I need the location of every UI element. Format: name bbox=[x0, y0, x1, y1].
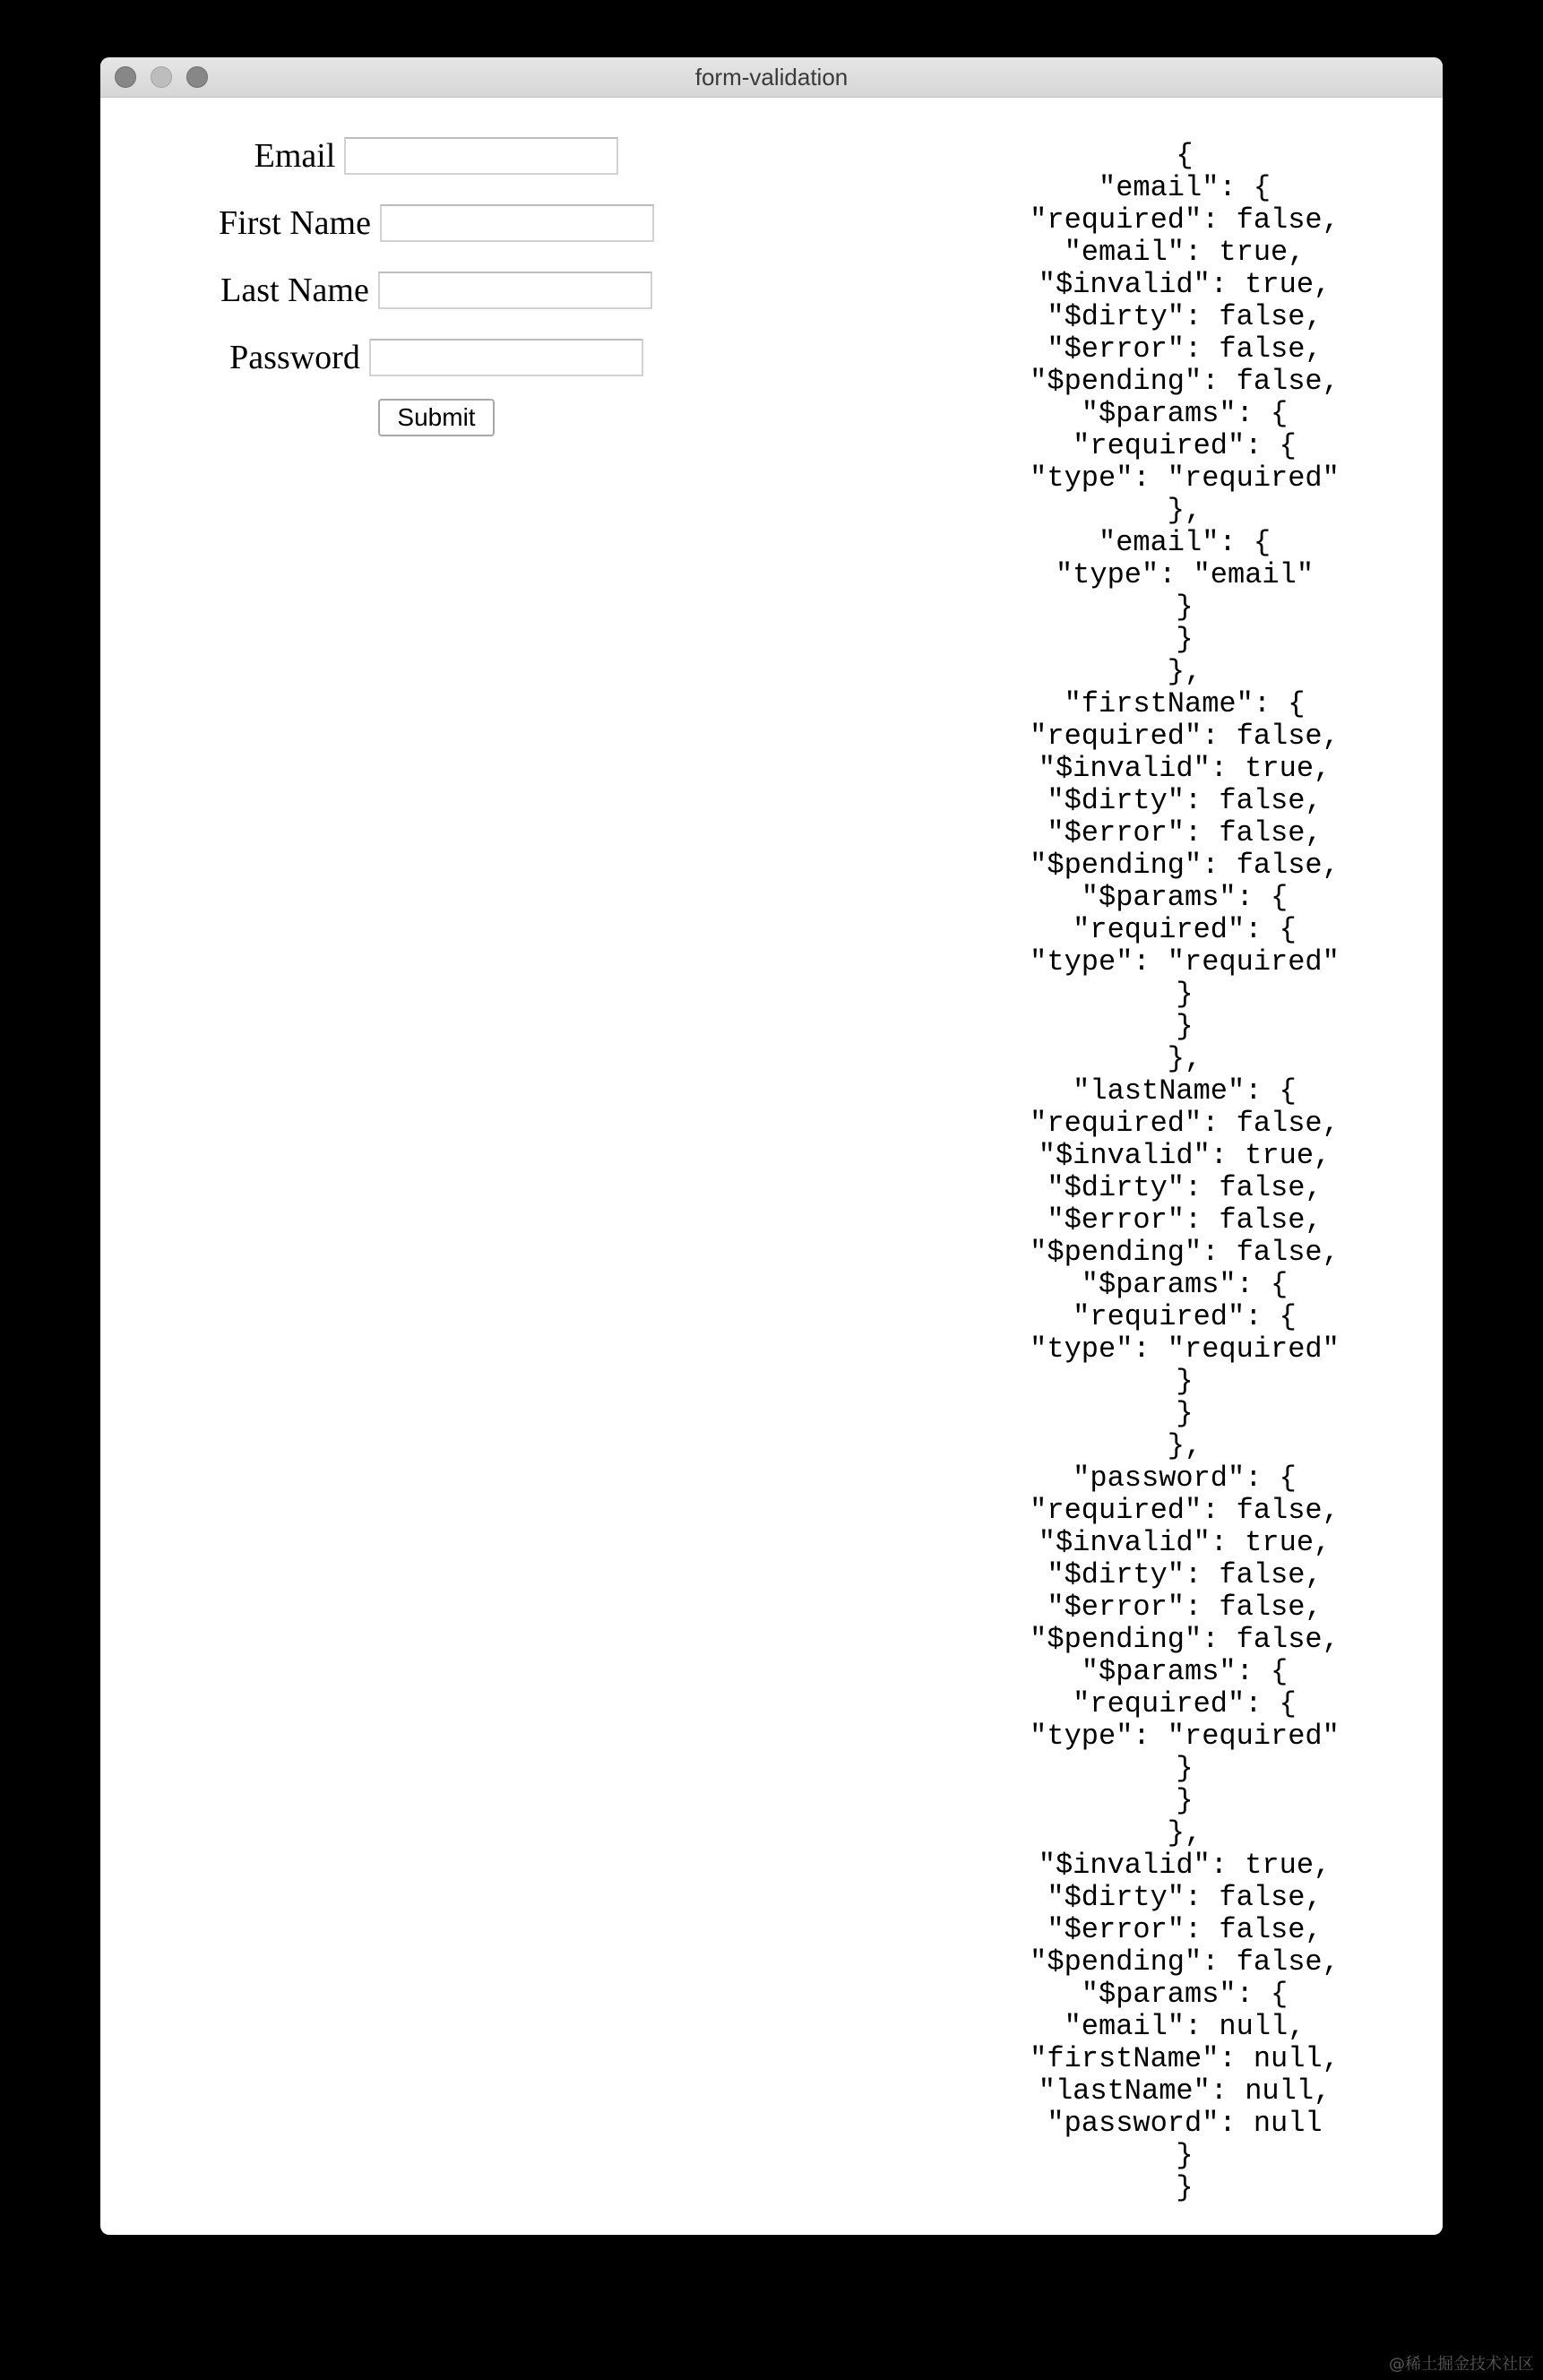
page-content bbox=[100, 97, 1443, 2235]
output-line: } bbox=[1176, 1365, 1194, 1398]
browser-window bbox=[100, 57, 1443, 2235]
output-line: } bbox=[1176, 1752, 1194, 1785]
output-line: "$invalid": true, bbox=[1038, 268, 1332, 301]
last-name-input[interactable] bbox=[378, 272, 652, 309]
output-line: } bbox=[1176, 2171, 1194, 2204]
output-line: }, bbox=[1167, 655, 1203, 688]
output-line: "type": "required" bbox=[1030, 1720, 1340, 1753]
output-line: "$error": false, bbox=[1047, 1203, 1323, 1237]
output-line: "type": "required" bbox=[1030, 1332, 1340, 1366]
password-input[interactable] bbox=[369, 339, 643, 376]
output-line: "email": null, bbox=[1064, 2010, 1306, 2043]
output-line: "required": { bbox=[1073, 1687, 1297, 1720]
output-line: "$dirty": false, bbox=[1047, 1558, 1323, 1591]
watermark: @稀土掘金技术社区 bbox=[1389, 2355, 1534, 2374]
output-line: "$dirty": false, bbox=[1047, 784, 1323, 817]
validation-state-output bbox=[817, 140, 1443, 2204]
signup-form bbox=[100, 122, 772, 444]
output-line: "required": false, bbox=[1030, 1494, 1340, 1527]
output-line: "$pending": false, bbox=[1030, 365, 1340, 398]
output-line: "$invalid": true, bbox=[1038, 1139, 1332, 1172]
output-line: } bbox=[1176, 1397, 1194, 1430]
output-line: } bbox=[1176, 978, 1194, 1011]
output-line: "$dirty": false, bbox=[1047, 1171, 1323, 1204]
output-line: }, bbox=[1167, 1816, 1203, 1850]
output-line: } bbox=[1176, 1784, 1194, 1817]
output-line: { bbox=[1176, 139, 1194, 172]
title-bar[interactable] bbox=[100, 57, 1443, 98]
output-line: "$params": { bbox=[1081, 1978, 1289, 2011]
output-line: "$invalid": true, bbox=[1038, 1526, 1332, 1559]
output-line: "email": true, bbox=[1064, 236, 1306, 269]
output-line: "firstName": null, bbox=[1030, 2042, 1340, 2075]
output-line: "$error": false, bbox=[1047, 332, 1323, 366]
last-name-row bbox=[100, 256, 772, 323]
output-line: "required": { bbox=[1073, 1300, 1297, 1333]
output-line: "$invalid": true, bbox=[1038, 752, 1332, 785]
output-line: "type": "email" bbox=[1055, 558, 1315, 591]
output-line: "$invalid": true, bbox=[1038, 1849, 1332, 1882]
output-line: "password": null bbox=[1047, 2107, 1323, 2140]
first-name-row bbox=[100, 189, 772, 256]
output-line: "$params": { bbox=[1081, 1655, 1289, 1688]
output-line: "type": "required" bbox=[1030, 945, 1340, 979]
output-line: "required": { bbox=[1073, 913, 1297, 946]
output-line: "required": false, bbox=[1030, 203, 1340, 237]
email-input[interactable] bbox=[344, 137, 618, 175]
output-line: "type": "required" bbox=[1030, 461, 1340, 495]
output-line: "$pending": false, bbox=[1030, 1623, 1340, 1656]
output-line: "$pending": false, bbox=[1030, 1236, 1340, 1269]
password-label: Password bbox=[229, 338, 360, 376]
output-line: } bbox=[1176, 591, 1194, 624]
output-line: "password": { bbox=[1073, 1462, 1297, 1495]
output-line: "email": { bbox=[1098, 171, 1271, 204]
output-line: "lastName": null, bbox=[1038, 2074, 1332, 2108]
output-line: "$error": false, bbox=[1047, 1591, 1323, 1624]
output-line: "$params": { bbox=[1081, 1268, 1289, 1301]
submit-row bbox=[100, 391, 772, 444]
first-name-input[interactable] bbox=[380, 204, 654, 242]
output-line: } bbox=[1176, 2139, 1194, 2172]
output-line: "$params": { bbox=[1081, 397, 1289, 430]
output-line: "$dirty": false, bbox=[1047, 300, 1323, 333]
submit-button[interactable]: Submit bbox=[378, 399, 495, 436]
output-line: }, bbox=[1167, 1429, 1203, 1462]
output-line: "$pending": false, bbox=[1030, 849, 1340, 882]
output-line: "$params": { bbox=[1081, 881, 1289, 914]
email-row bbox=[100, 122, 772, 189]
output-line: "required": false, bbox=[1030, 720, 1340, 753]
output-line: "$pending": false, bbox=[1030, 1945, 1340, 1979]
output-line: } bbox=[1176, 623, 1194, 656]
output-line: "$error": false, bbox=[1047, 816, 1323, 849]
output-line: "firstName": { bbox=[1064, 687, 1306, 720]
output-line: "email": { bbox=[1098, 526, 1271, 559]
password-row bbox=[100, 323, 772, 391]
output-line: "lastName": { bbox=[1073, 1074, 1297, 1108]
output-line: }, bbox=[1167, 494, 1203, 527]
output-line: "$dirty": false, bbox=[1047, 1881, 1323, 1914]
output-line: } bbox=[1176, 1010, 1194, 1043]
first-name-label: First Name bbox=[219, 203, 371, 242]
output-line: }, bbox=[1167, 1042, 1203, 1075]
output-line: "$error": false, bbox=[1047, 1913, 1323, 1946]
window-title: form-validation bbox=[694, 64, 849, 91]
output-line: "required": false, bbox=[1030, 1107, 1340, 1140]
email-label: Email bbox=[254, 136, 336, 175]
last-name-label: Last Name bbox=[220, 271, 369, 309]
output-line: "required": { bbox=[1073, 429, 1297, 462]
